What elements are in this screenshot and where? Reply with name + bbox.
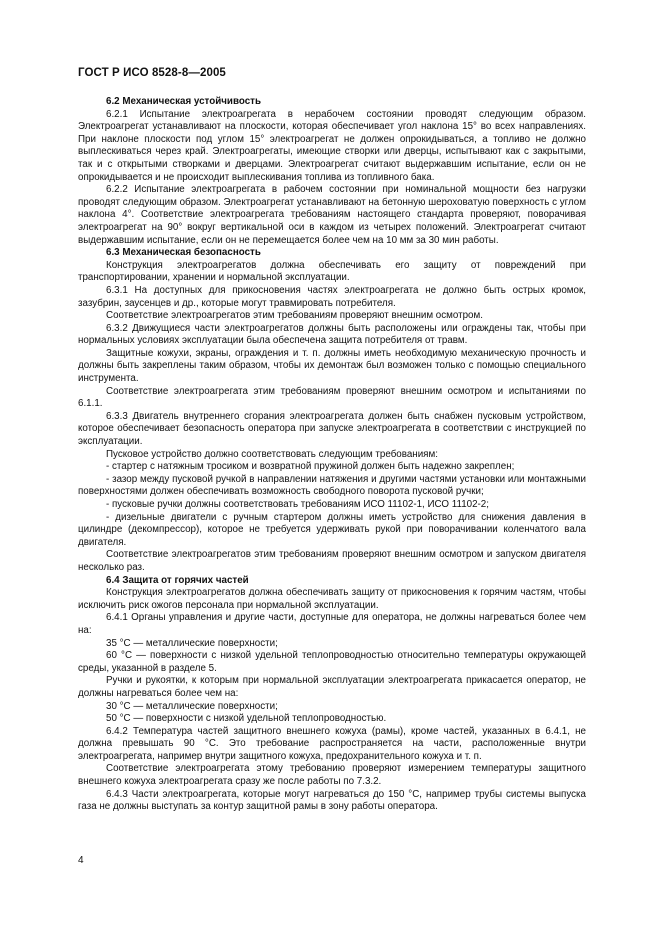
- list-item: - дизельные двигатели с ручным стартером должны иметь устройство для снижения давления в цилиндре (декомпрессор), которое не требуется удерживать рукой при поворачивании коленчатого вала двигателя.: [78, 511, 586, 548]
- paragraph: 6.4.2 Температура частей защитного внешнего кожуха (рамы), кроме частей, указанных в 6.4.1, не должна превышать 90 °С. Это требование распространяется на части, расположенные внутри электроагрегата, например внутри защитного кожуха, предохранительного кожуха и т. п.: [78, 725, 586, 762]
- page-number: 4: [78, 855, 84, 866]
- list-item: - зазор между пусковой ручкой в направлении натяжения и другими частями установки или монтажными поверхностями должен обеспечивать возможность свободного поворота пусковой ручки;: [78, 473, 586, 498]
- paragraph: Защитные кожухи, экраны, ограждения и т. п. должны иметь необходимую механическую прочность и должны быть закреплены таким образом, чтобы их демонтаж был возможен только с помощью специального инструмента.: [78, 347, 586, 385]
- list-item: - пусковые ручки должны соответствовать требованиям ИСО 11102-1, ИСО 11102-2;: [106, 499, 489, 510]
- paragraph: 6.4.3 Части электроагрегата, которые могут нагреваться до 150 °С, например трубы системы выпуска газа не должны выступать за контур защитной рамы в зону работы оператора.: [78, 788, 586, 813]
- paragraph: Конструкция электроагрегатов должна обеспечивать его защиту от повреждений при транспортировании, хранении и нормальной эксплуатации.: [78, 259, 586, 284]
- paragraph: Соответствие электроагрегатов этим требованиям проверяют внешним осмотром и запуском двигателя несколько раз.: [78, 549, 586, 573]
- paragraph: Соответствие электроагрегата этому требованию проверяют измерением температуры защитного внешнего кожуха электроагрегата сразу же после работы по 7.3.2.: [78, 763, 586, 788]
- paragraph: Соответствие электроагрегата этим требованиям проверяют внешним осмотром и испытаниями по 6.1.1.: [78, 385, 586, 410]
- paragraph: Соответствие электроагрегатов этим требованиям проверяют внешним осмотром.: [106, 310, 483, 322]
- paragraph: 6.2.2 Испытание электроагрегата в рабочем состоянии при номинальной мощности без нагрузки проводят следующим образом. Электроагрегат устанавливают на бетонную шероховатую поверхность с углом наклона 4°. Соответствие электроагрегата требованиям настоящего стандарта проверяют, поворачивая электроагрегат на 90° вокруг вертикальной оси в каждом из четырех положений. Электроагрегат считают выдержавшим испытание, если он не перемещается более чем на 10 мм за 30 мин работы.: [78, 184, 586, 246]
- paragraph: 6.3.3 Двигатель внутреннего сгорания электроагрегата должен быть снабжен пусковым устройством, которое обеспечивает безопасность оператора при запуске электроагрегата в соответствии с инструкцией по эксплуатации.: [78, 410, 586, 448]
- paragraph: Конструкция электроагрегатов должна обеспечивать защиту от прикосновения к горячим частям, чтобы исключить риск ожогов персонала при нормальной эксплуатации.: [78, 587, 586, 611]
- paragraph: Ручки и рукоятки, к которым при нормальной эксплуатации электроагрегата прикасается оператор, не должны нагреваться более чем на:: [78, 675, 586, 699]
- paragraph: 6.3.1 На доступных для прикосновения частях электроагрегата не должно быть острых кромок, зазубрин, заусенцев и др., которые могут травмировать потребителя.: [78, 284, 586, 309]
- paragraph: 6.3.2 Движущиеся части электроагрегатов должны быть расположены или ограждены так, чтобы при нормальных условиях эксплуатации была обеспечена защита потребителя от травм.: [78, 322, 586, 347]
- section-heading: 6.4 Защита от горячих частей: [106, 574, 249, 586]
- paragraph: 60 °С — поверхности с низкой удельной теплопроводностью относительно температуры окружающей среды, указанной в разделе 5.: [78, 650, 586, 674]
- paragraph: 35 °С — металлические поверхности;: [106, 637, 278, 649]
- list-item: - стартер с натяжным тросиком и возвратной пружиной должен быть надежно закреплен;: [106, 461, 515, 473]
- paragraph: 6.2.1 Испытание электроагрегата в нерабочем состоянии проводят следующим образом. Электроагрегат устанавливают на плоскости, которая обеспечивает угол наклона 15° во всех направлениях. При наклоне плоскости под углом 15° электроагрегат не должен опрокидываться, а топливо не должно выплескиваться через край. Электроагрегаты, имеющие створки или дверцы, испытывают как с закрытыми, так и с открытыми створками и дверцами. Электроагрегат считают выдержавшим испытание, если он не опрокидывается и не происходит выплескивания топлива из топливного бака.: [78, 108, 586, 183]
- section-heading: 6.2 Механическая устойчивость: [106, 96, 261, 107]
- paragraph: 50 °С — поверхности с низкой удельной теплопроводностью.: [106, 713, 387, 725]
- document-header: ГОСТ Р ИСО 8528-8—2005: [78, 67, 226, 79]
- paragraph: 30 °С — металлические поверхности;: [106, 700, 278, 712]
- document-body: [78, 96, 586, 814]
- paragraph: Пусковое устройство должно соответствовать следующим требованиям:: [106, 448, 438, 460]
- paragraph: 6.4.1 Органы управления и другие части, доступные для оператора, не должны нагреваться более чем на:: [78, 612, 586, 636]
- section-heading: 6.3 Механическая безопасность: [106, 247, 261, 259]
